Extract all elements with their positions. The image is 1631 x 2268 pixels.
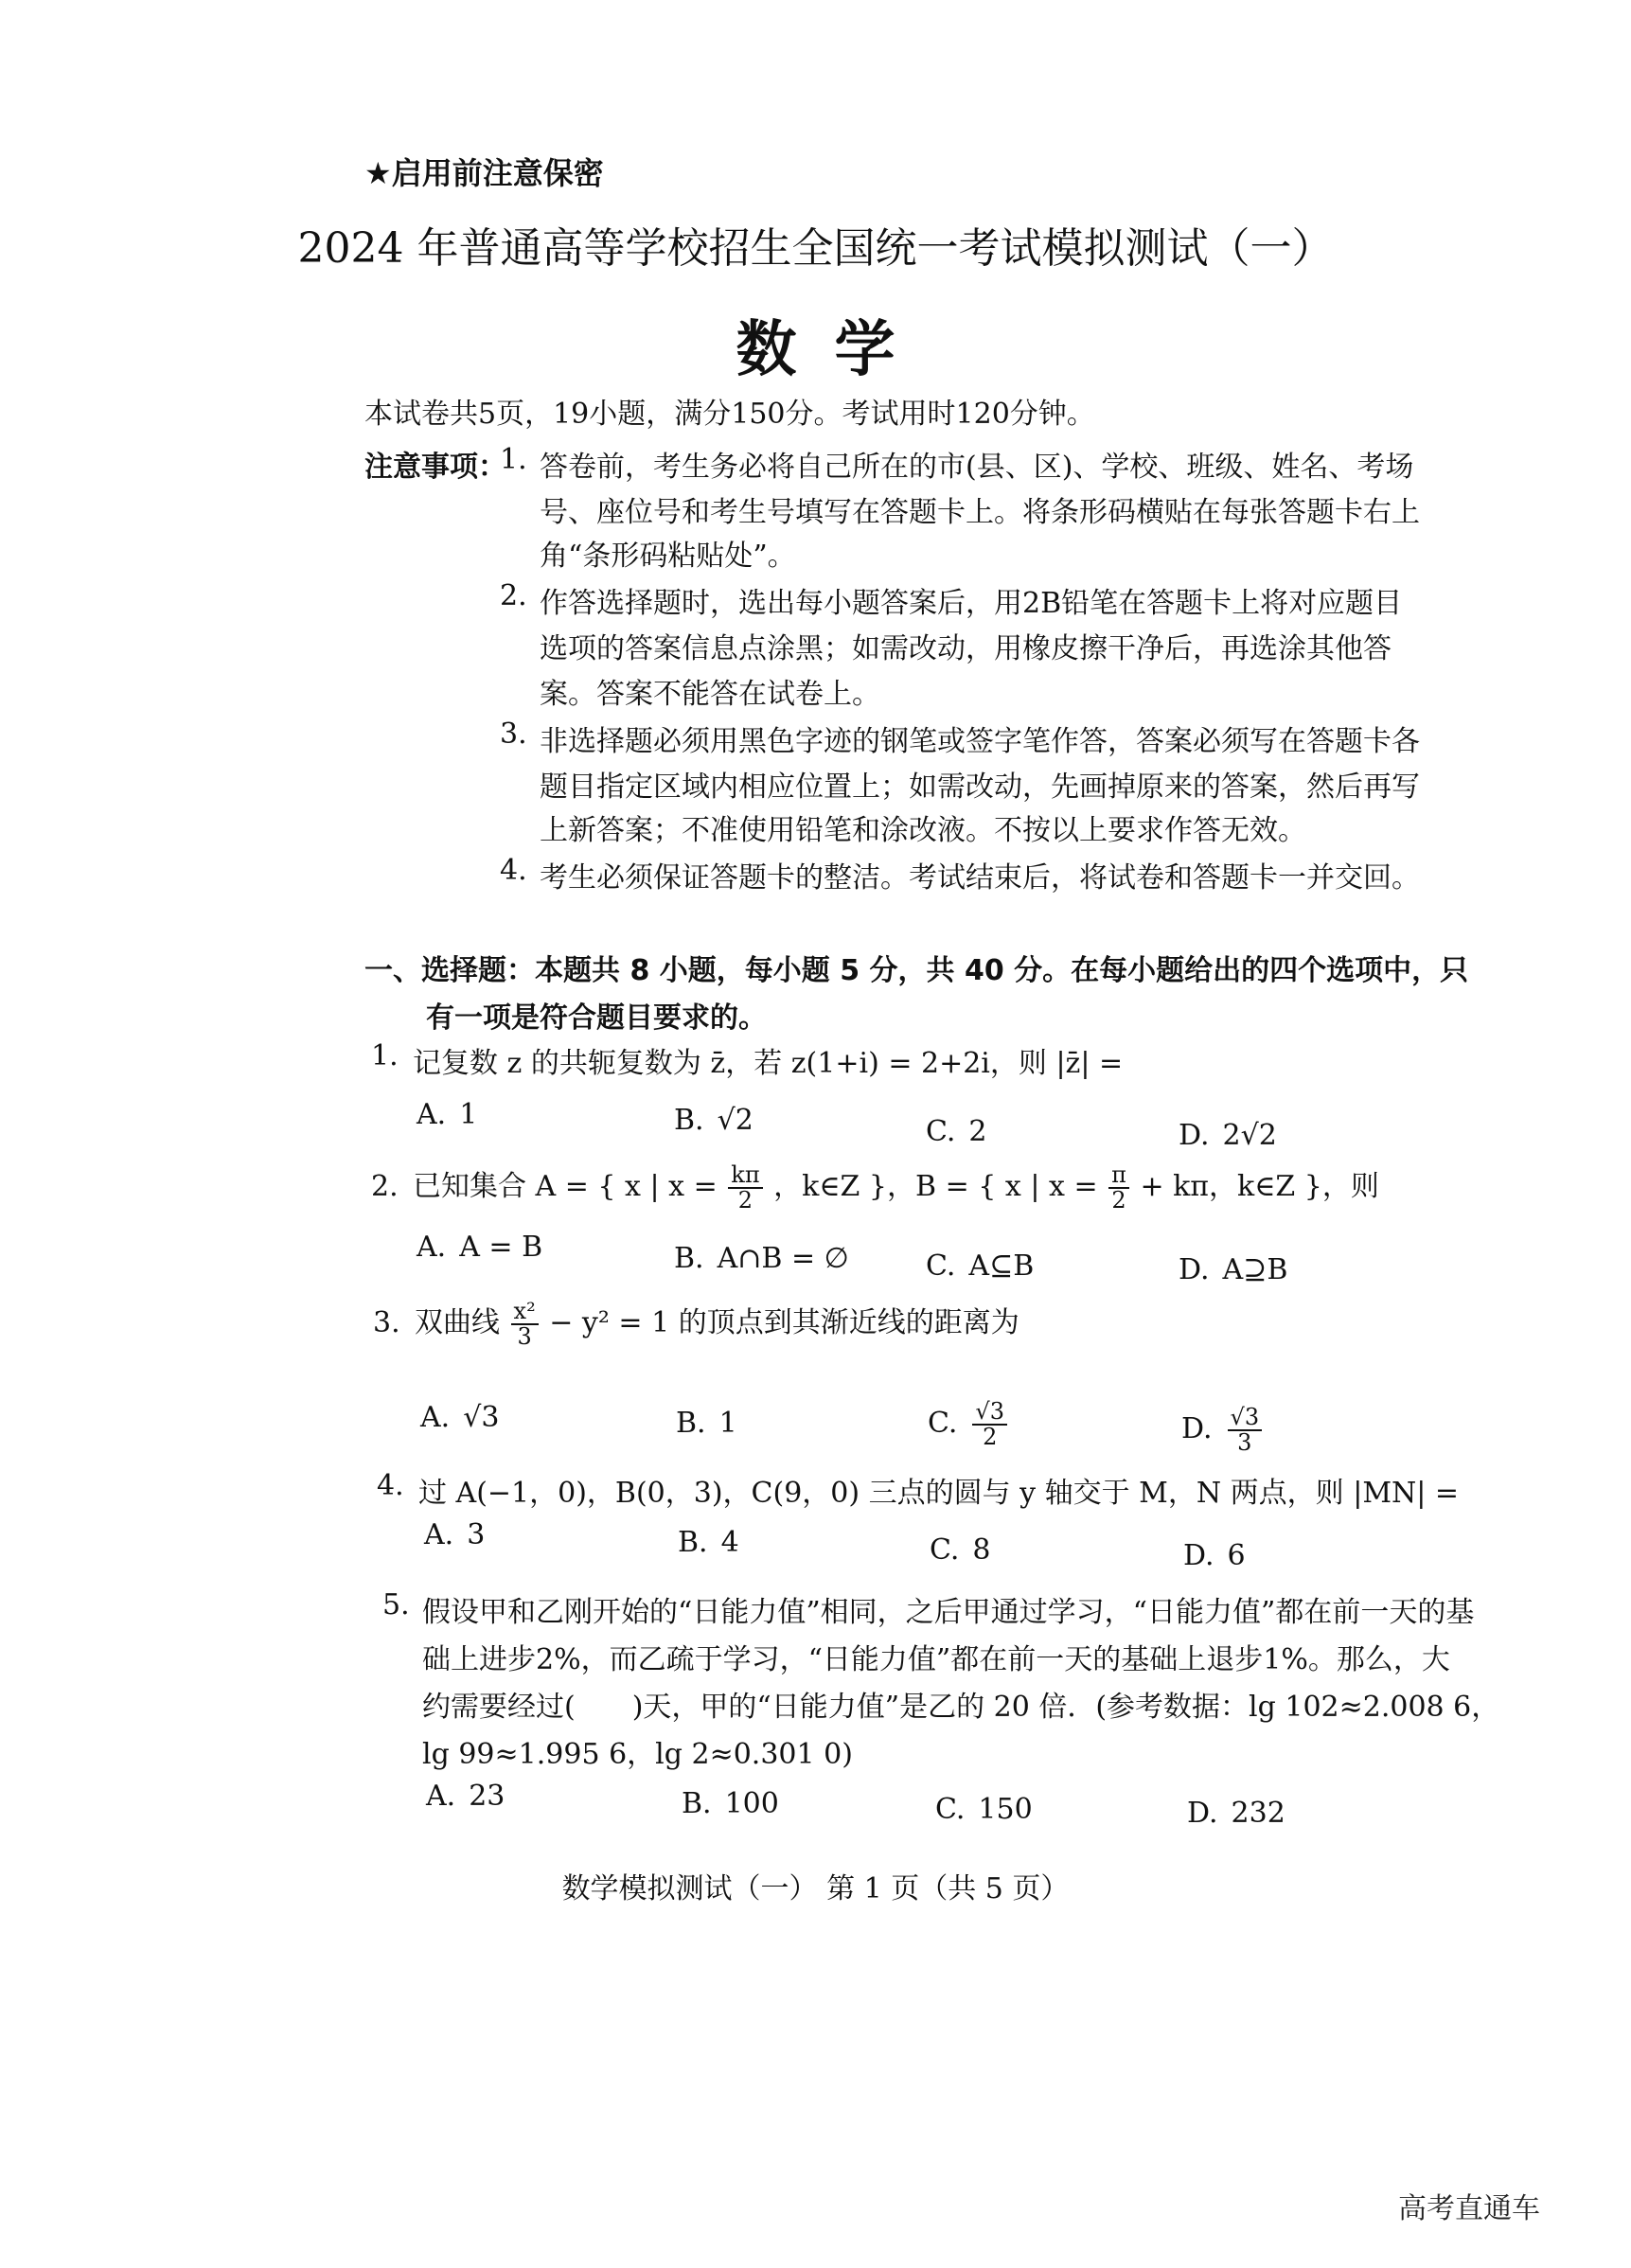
question-number: 2. — [371, 1170, 399, 1203]
option-text: 2 — [968, 1115, 987, 1148]
option-d — [1183, 1539, 1246, 1572]
fraction-denominator: 2 — [983, 1424, 998, 1450]
section-heading: 一、选择题：本题共 8 小题，每小题 5 分，共 40 分。在每小题给出的四个选项中，只 — [364, 954, 1469, 987]
note-line: 非选择题必须用黑色字迹的钢笔或签字笔作答，答案必须写在答题卡各 — [540, 725, 1420, 758]
fraction-denominator: 3 — [1237, 1429, 1252, 1456]
option-letter: B. — [682, 1787, 712, 1820]
option-text: A⊇B — [1222, 1253, 1288, 1286]
question-number: 1. — [371, 1039, 399, 1072]
question-stem — [413, 1157, 1379, 1217]
fraction-denominator: 2 — [1111, 1187, 1126, 1214]
option-letter: D. — [1187, 1797, 1218, 1830]
option-b — [674, 1104, 753, 1137]
note-line: 考生必须保证答题卡的整洁。考试结束后，将试卷和答题卡一并交回。 — [540, 861, 1420, 895]
option-letter: A. — [417, 1098, 447, 1131]
note-number: 1. — [500, 443, 527, 476]
option-letter: D. — [1181, 1412, 1213, 1445]
question-number: 3. — [373, 1306, 400, 1339]
option-letter: B. — [678, 1526, 708, 1559]
option-c — [928, 1393, 1009, 1454]
note-line: 角“条形码粘贴处”。 — [540, 540, 796, 573]
page-footer: 数学模拟测试（一） 第 1 页（共 5 页） — [561, 1872, 1070, 1905]
option-a — [420, 1401, 499, 1434]
fraction-numerator: x² — [511, 1300, 539, 1325]
option-d — [1181, 1399, 1264, 1460]
watermark: 高考直通车 — [1398, 2192, 1540, 2225]
option-text: 1 — [459, 1098, 478, 1131]
stem-part: 双曲线 — [415, 1306, 500, 1339]
option-letter: B. — [674, 1242, 704, 1275]
fraction — [728, 1163, 762, 1213]
option-text: 232 — [1231, 1797, 1285, 1830]
fraction-numerator: √3 — [1228, 1406, 1263, 1431]
option-letter: B. — [676, 1407, 706, 1440]
notes-label: 注意事项： — [364, 451, 506, 484]
option-letter: D. — [1179, 1253, 1210, 1286]
note-line: 答卷前，考生务必将自己所在的市(县、区)、学校、班级、姓名、考场 — [540, 451, 1414, 484]
option-text: 4 — [720, 1526, 739, 1559]
exam-title: 2024 年普通高等学校招生全国统一考试模拟测试（一） — [297, 224, 1334, 273]
option-letter: A. — [420, 1401, 451, 1434]
option-c — [930, 1533, 991, 1567]
note-line: 案。答案不能答在试卷上。 — [540, 678, 880, 711]
fraction — [1228, 1403, 1263, 1456]
note-number: 4. — [500, 854, 527, 887]
question-stem: 过 A(−1，0)，B(0，3)，C(9，0) 三点的圆与 y 轴交于 M，N 两点，则 |MN| = — [418, 1477, 1460, 1510]
option-text: 6 — [1227, 1539, 1246, 1572]
subject-title: 数学 — [736, 314, 933, 385]
option-letter: A. — [424, 1518, 454, 1551]
option-letter: C. — [935, 1793, 966, 1826]
option-text: 23 — [469, 1780, 505, 1813]
note-line: 选项的答案信息点涂黑；如需改动，用橡皮擦干净后，再选涂其他答 — [540, 632, 1392, 665]
fraction-numerator: kπ — [728, 1163, 762, 1189]
option-b — [674, 1242, 849, 1275]
note-line: 题目指定区域内相应位置上；如需改动，先画掉原来的答案，然后再写 — [540, 771, 1420, 804]
option-text: 150 — [978, 1793, 1033, 1826]
question-stem-line: 假设甲和乙刚开始的“日能力值”相同，之后甲通过学习，“日能力值”都在前一天的基 — [422, 1596, 1475, 1629]
exam-intro: 本试卷共5页，19小题，满分150分。考试用时120分钟。 — [364, 398, 1095, 431]
option-c — [926, 1115, 987, 1148]
option-text: 3 — [467, 1518, 486, 1551]
option-text: A⊆B — [968, 1249, 1035, 1283]
option-text: 100 — [724, 1787, 779, 1820]
option-letter: D. — [1183, 1539, 1214, 1572]
option-a — [424, 1518, 485, 1551]
note-line: 号、座位号和考生号填写在答题卡上。将条形码横贴在每张答题卡右上 — [540, 496, 1420, 529]
option-letter: C. — [930, 1533, 960, 1567]
option-b — [676, 1407, 737, 1440]
fraction-denominator: 2 — [737, 1187, 753, 1214]
fraction — [1108, 1163, 1129, 1213]
stem-part: ，k∈Z }，B = { x | x = — [773, 1170, 1098, 1203]
option-text: √2 — [717, 1104, 753, 1137]
option-text: 1 — [718, 1407, 737, 1440]
question-stem — [415, 1293, 1019, 1354]
option-letter: A. — [426, 1780, 456, 1813]
option-letter: C. — [926, 1249, 956, 1283]
option-a — [417, 1231, 542, 1264]
option-c — [926, 1249, 1034, 1283]
option-text: A∩B = ∅ — [717, 1242, 849, 1275]
question-number: 4. — [377, 1469, 404, 1502]
option-letter: D. — [1179, 1119, 1210, 1152]
note-line: 上新答案；不准使用铅笔和涂改液。不按以上要求作答无效。 — [540, 814, 1306, 847]
question-number: 5. — [382, 1588, 410, 1621]
option-letter: A. — [417, 1231, 447, 1264]
section-heading-cont: 有一项是符合题目要求的。 — [426, 1001, 767, 1035]
question-stem: 记复数 z 的共轭复数为 z̄，若 z(1+i) = 2+2i，则 |z̄| = — [413, 1047, 1124, 1080]
note-number: 3. — [500, 718, 527, 751]
option-b — [678, 1526, 739, 1559]
option-d — [1187, 1797, 1285, 1830]
option-text: A = B — [459, 1231, 543, 1264]
stem-part: − y² = 1 的顶点到其渐近线的距离为 — [549, 1306, 1019, 1339]
fraction — [511, 1297, 539, 1350]
fraction-numerator: π — [1108, 1163, 1129, 1189]
option-letter: B. — [674, 1104, 704, 1137]
question-stem-line: lg 99≈1.995 6，lg 2≈0.301 0) — [422, 1738, 853, 1771]
option-b — [682, 1787, 779, 1820]
option-text: 2√2 — [1222, 1119, 1277, 1152]
stem-part: + kπ，k∈Z }，则 — [1140, 1170, 1379, 1203]
fraction-denominator: 3 — [517, 1323, 532, 1350]
stem-part: 已知集合 A = { x | x = — [413, 1170, 718, 1203]
confidential-notice: ★启用前注意保密 — [364, 155, 604, 191]
note-line: 作答选择题时，选出每小题答案后，用2B铅笔在答题卡上将对应题目 — [540, 587, 1403, 620]
option-a — [426, 1780, 505, 1813]
option-letter: C. — [926, 1115, 956, 1148]
fraction-numerator: √3 — [972, 1400, 1007, 1426]
option-a — [417, 1098, 477, 1131]
option-d — [1179, 1119, 1277, 1152]
option-d — [1179, 1253, 1287, 1286]
fraction — [972, 1397, 1007, 1450]
option-text: 8 — [972, 1533, 991, 1567]
question-stem-line: 础上进步2%，而乙疏于学习，“日能力值”都在前一天的基础上退步1%。那么，大 — [422, 1643, 1450, 1676]
option-text: √3 — [463, 1401, 500, 1434]
option-letter: C. — [928, 1407, 958, 1440]
question-stem-line: 约需要经过( )天，甲的“日能力值”是乙的 20 倍．(参考数据：lg 102≈2.008 6， — [422, 1691, 1500, 1724]
option-c — [935, 1793, 1033, 1826]
note-number: 2. — [500, 579, 527, 612]
